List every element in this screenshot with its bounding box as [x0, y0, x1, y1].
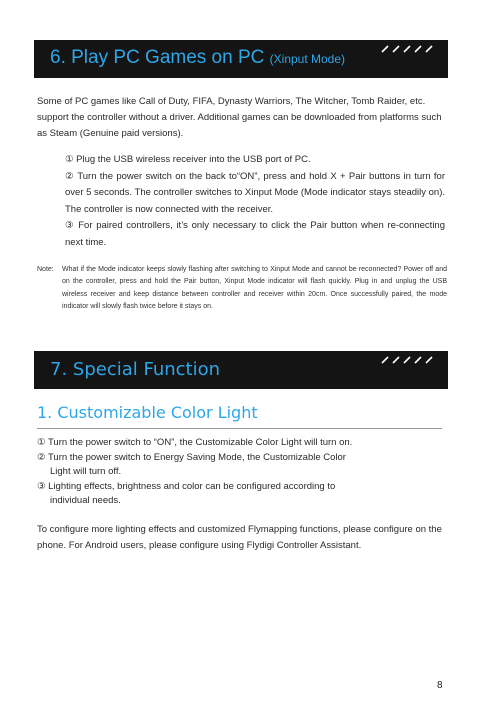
step-2: ② Turn the power switch on the back to“ON”, press and hold X + Pair buttons in turn for over 5 seconds. The controller switches to Xinput Mode (Mode indicator stays steadily on). The controller is now connected with the receiver. — [65, 170, 446, 215]
note-text: What if the Mode indicator keeps slowly flashing after switching to Xinput Mode and cannot be reconnected? Power off and on the controller, press and hold the Pair button, Xinput Mode indicator will flash quickly. Plug in and unplug the USB wireless receiver and keep distance between controller and receiver within 20cm. Once successfully paired, the mode indicator will slowly flash twice before it stays on. — [62, 266, 447, 311]
color-light-list — [37, 436, 367, 509]
list-item: ② Turn the power switch to Energy Saving Mode, the Customizable Color — [37, 451, 346, 463]
section-6-title-text: 6. Play PC Games on PC — [50, 47, 265, 68]
slash-stripes-icon — [380, 356, 438, 364]
section-7-title: 7. Special Function — [50, 359, 221, 380]
section-7-banner — [34, 351, 448, 389]
divider — [37, 428, 442, 429]
step-3: ③ For paired controllers, it’s only necessary to click the Pair button when re-connecting next time. — [65, 220, 445, 248]
slash-stripes-icon — [380, 45, 438, 53]
section-6-subtitle: (Xinput Mode) — [269, 52, 346, 66]
section-6-intro: Some of PC games like Call of Duty, FIFA, Dynasty Warriors, The Witcher, Tomb Raider, etc. support the controller without a driver. Additional games can be downloaded from platforms such as Steam (Genuine paid versions). — [37, 96, 442, 139]
section-6-banner — [34, 40, 448, 78]
list-item: ① Turn the power switch to “ON”, the Customizable Color Light will turn on. — [37, 437, 353, 448]
subheading-color-light: 1. Customizable Color Light — [37, 403, 258, 422]
section-6-title — [50, 47, 345, 69]
page-number: 8 — [437, 680, 443, 691]
section-6-steps — [65, 152, 445, 252]
list-item: ③ Lighting effects, brightness and color can be configured according to — [37, 480, 336, 492]
closing-paragraph: To configure more lighting effects and customized Flymapping functions, please configure on the phone. For Android users, please configure using Flydigi Controller Assistant. — [37, 524, 442, 551]
list-item: individual needs. — [50, 495, 121, 507]
note-block — [37, 264, 447, 314]
step-1: ① Plug the USB wireless receiver into the USB port of PC. — [65, 154, 311, 165]
note-label: Note: — [37, 266, 54, 273]
list-item: Light will turn off. — [50, 466, 122, 478]
